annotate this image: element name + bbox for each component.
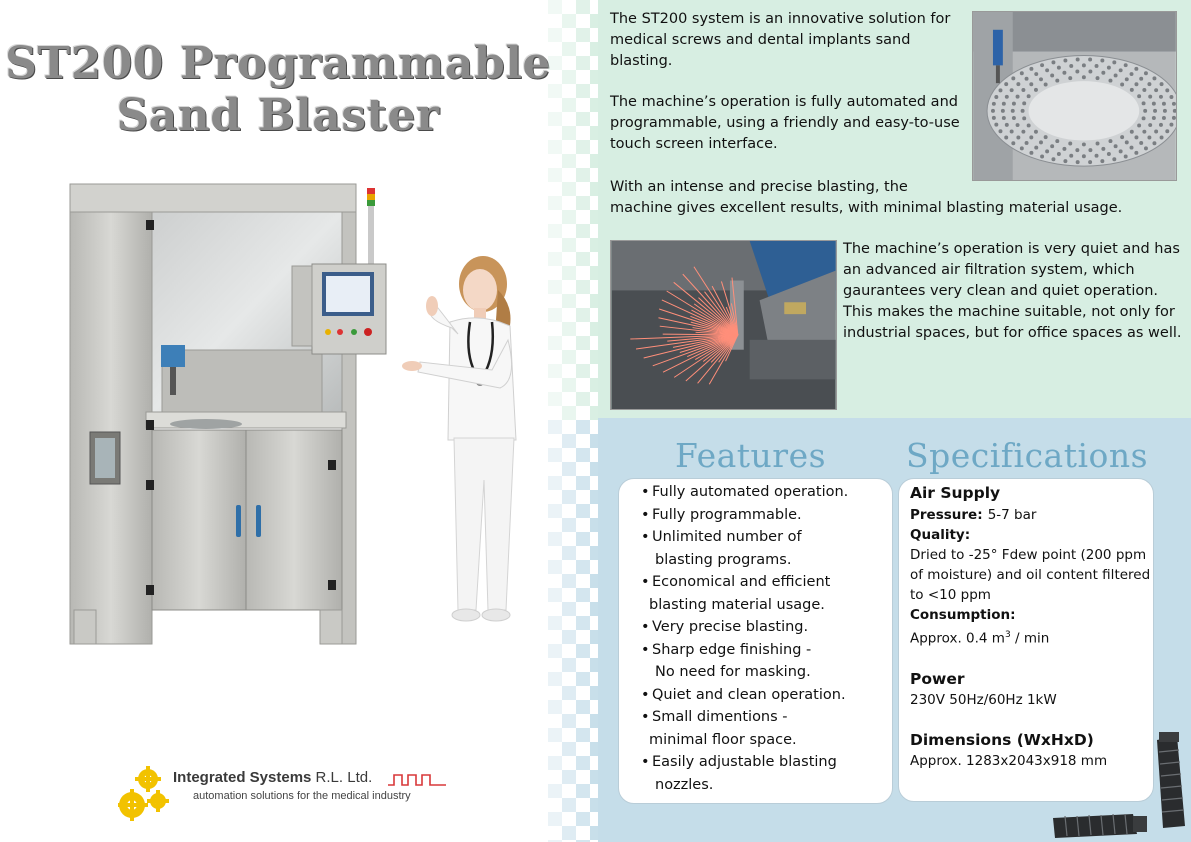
sand-blaster-machine-image: [66, 180, 396, 650]
dimensions-heading: Dimensions (WxHxD): [910, 730, 1094, 749]
company-name: Integrated Systems R.L. Ltd.: [173, 769, 373, 786]
dental-implants-image: [1045, 730, 1191, 842]
feature-item: • Very precise blasting.: [624, 616, 894, 639]
intro-paragraph-1: The ST200 system is an innovative solution for medical screws and dental implants sand blasting.: [610, 11, 951, 69]
quality-label: Quality:: [910, 527, 971, 543]
presenter-image: [388, 250, 528, 640]
feature-item: • Fully automated operation.: [624, 481, 894, 504]
gears-icon: [118, 765, 174, 829]
title-line-1: ST200 Programmable: [5, 38, 551, 89]
feature-item: • Economical and efficient blasting material usage.: [624, 571, 894, 616]
specifications-content: [910, 482, 1154, 771]
pressure-label: Pressure:: [910, 507, 983, 523]
power-heading: Power: [910, 669, 965, 688]
company-tagline: automation solutions for the medical industry: [193, 790, 411, 802]
checker-pattern-border: [548, 0, 604, 842]
feature-item: • Small dimentions - minimal floor space.: [624, 706, 894, 751]
feature-item: • Sharp edge finishing - No need for masking.: [624, 639, 894, 684]
specifications-heading: Specifications: [906, 436, 1149, 475]
air-supply-heading: Air Supply: [910, 484, 1001, 502]
dimensions-value: Approx. 1283x2043x918 mm: [910, 752, 1108, 769]
features-heading: Features: [675, 436, 827, 475]
quality-value: Dried to -25° Fdew point (200 ppm of moisture) and oil content filtered to <10 ppm: [910, 547, 1151, 603]
rotary-table-photo: [972, 11, 1177, 181]
intro-paragraph-3-line-2: machine gives excellent results, with minimal blasting material usage.: [610, 200, 1123, 216]
feature-item: • Fully programmable.: [624, 504, 894, 527]
title-line-2: Sand Blaster: [116, 90, 440, 141]
company-logo: [118, 765, 458, 835]
page-title: [0, 38, 556, 142]
pulse-wave-icon: [388, 773, 446, 787]
features-list: [624, 481, 894, 796]
pressure-value: 5-7 bar: [987, 507, 1037, 523]
intro-paragraph-2: The machine’s operation is fully automated and programmable, using a friendly and easy-to-use touch screen interface.: [610, 94, 960, 152]
consumption-label: Consumption:: [910, 607, 1016, 623]
feature-item: • Easily adjustable blasting nozzles.: [624, 751, 894, 796]
blasting-process-photo: [610, 240, 837, 410]
consumption-value: Approx. 0.4 $m^3$ / min: [910, 630, 1050, 647]
intro-paragraph-3-line-1: With an intense and precise blasting, the: [610, 179, 908, 195]
power-value: 230V 50Hz/60Hz 1kW: [910, 691, 1057, 708]
intro-paragraph-4: The machine’s operation is very quiet and has an advanced air filtration system, which gaurantees very clean and quiet operation. This makes the machine suitable, not only for industrial spaces, but for office spaces as well.: [843, 241, 1182, 341]
feature-item: • Unlimited number of blasting programs.: [624, 526, 894, 571]
feature-item: • Quiet and clean operation.: [624, 684, 894, 707]
